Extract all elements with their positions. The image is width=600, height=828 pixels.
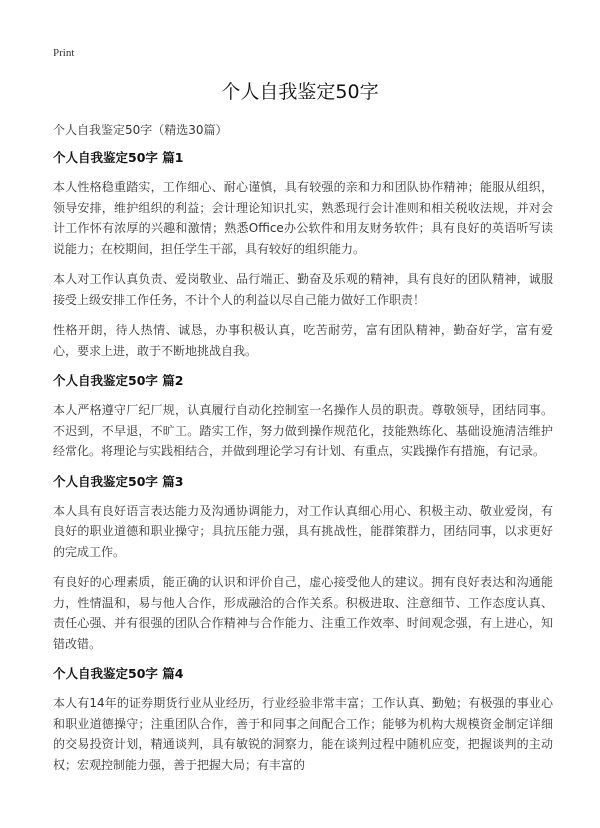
section-4 [53,664,553,775]
paragraph: 本人对工作认真负责、爱岗敬业、品行端正、勤奋及乐观的精神，具有良好的团队精神，诚服接受上级安排工作任务，不计个人的利益以尽自己能力做好工作职责！ [53,272,553,307]
paragraph: 本人具有良好语言表达能力及沟通协调能力，对工作认真细心用心、积极主动、敬业爱岗，有良好的职业道德和职业操守；具抗压能力强，具有挑战性，能群策群力，团结同事，以求更好的完成工作。 [53,503,553,559]
paragraph: 本人严格遵守厂纪厂规，认真履行自动化控制室一名操作人员的职责。尊敬领导，团结同事。不迟到，不早退，不旷工。踏实工作，努力做到操作规范化，技能熟练化、基础设施清洁维护经常化。将理论与实践相结合，并做到理论学习有计划、有重点，实践操作有措施，有记录。 [53,403,553,458]
section-heading: 个人自我鉴定50字 篇1 [53,150,184,165]
paragraph: 本人性格稳重踏实，工作细心、耐心谨慎，具有较强的亲和力和团队协作精神；能服从组织，领导安排，维护组织的利益；会计理论知识扎实，熟悉现行会计准则和相关税收法规，并对会计工作怀有浓厚的兴趣和激情；熟悉Office办公软件和用友财务软件；具有良好的英语听写读说能力；在校期间，担任学生干部，具有较好的组织能力。 [53,180,553,256]
section-2 [53,371,553,462]
section-1 [53,148,553,361]
paragraph: 本人有14年的证券期货行业从业经历，行业经验非常丰富；工作认真、勤勉；有极强的事业心和职业道德操守；注重团队合作，善于和同事之间配合工作；能够为机构大规模资金制定详细的交易投资计划，精通谈判，具有敏锐的洞察力，能在谈判过程中随机应变，把握谈判的主动权；宏观控制能力强，善于把握大局；有丰富的 [53,696,553,772]
section-3 [53,472,553,655]
article-content [53,148,553,785]
paragraph: 性格开朗，待人热情、诚恳，办事积极认真，吃苦耐劳，富有团队精神，勤奋好学，富有爱心，要求上进，敢于不断地挑战自我。 [53,323,553,358]
section-heading: 个人自我鉴定50字 篇4 [53,666,184,681]
section-heading: 个人自我鉴定50字 篇2 [53,373,184,388]
print-link[interactable]: Print [53,47,75,59]
page-subtitle: 个人自我鉴定50字（精选30篇） [53,123,228,137]
section-heading: 个人自我鉴定50字 篇3 [53,473,184,489]
page-title: 个人自我鉴定50字 [221,81,379,103]
paragraph: 有良好的心理素质，能正确的认识和评价自己，虚心接受他人的建议。拥有良好表达和沟通能力，性情温和，易与他人合作，形成融洽的合作关系。积极进取、注意细节、工作态度认真、责任心强、并有很强的团队合作精神与合作能力、注重工作效率、时间观念强，有上进心，知错改错。 [53,575,553,651]
